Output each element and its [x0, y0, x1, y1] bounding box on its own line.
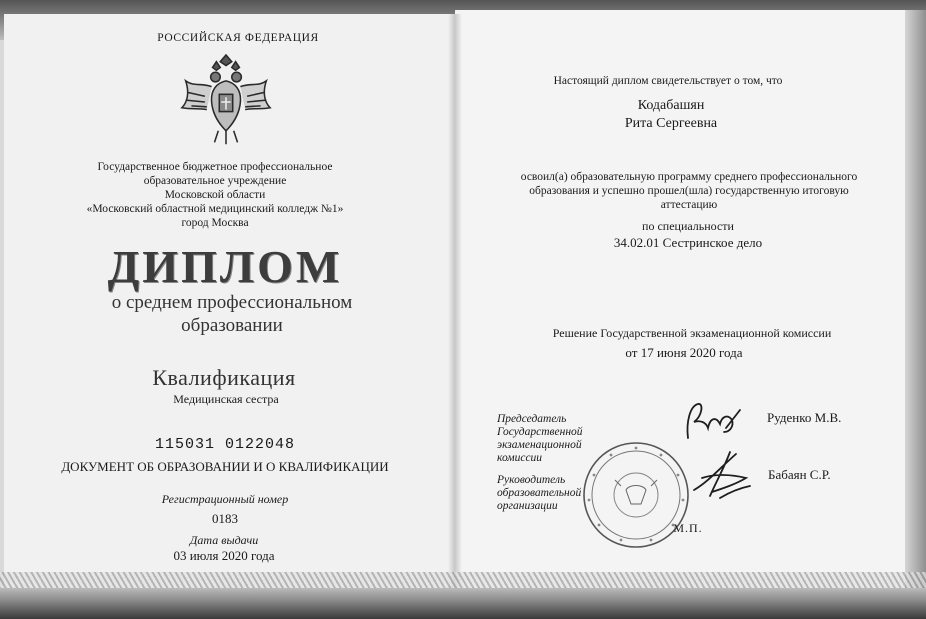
issue-date-value: 03 июля 2020 года — [173, 548, 275, 563]
specialty-label: по специальности — [642, 219, 734, 233]
document-subtitle-line: образовании — [181, 315, 283, 336]
country-name: РОССИЙСКАЯ ФЕДЕРАЦИЯ — [157, 32, 319, 44]
head-role — [497, 474, 647, 513]
certifies-intro: Настоящий диплом свидетельствует о том, что — [553, 75, 783, 87]
document-title: ДИПЛОМ — [107, 241, 343, 292]
head-role-line: Руководитель образовательной — [497, 474, 582, 499]
completion-statement — [504, 170, 874, 212]
russian-coat-of-arms-icon — [178, 54, 274, 150]
head-name: Бабаян С.Р. — [768, 467, 831, 482]
institution-line: Государственное бюджетное профессиональное — [97, 161, 333, 173]
stamp-label: М.П. — [673, 521, 703, 535]
institution-block — [70, 160, 360, 230]
scan-bottom-edge — [0, 588, 926, 619]
specialty-value: 34.02.01 Сестринское дело — [613, 235, 763, 250]
chair-role-line: Председатель — [497, 413, 567, 425]
signature-icon — [690, 448, 752, 500]
document-number: 115031 0122048 — [154, 436, 296, 453]
completion-line: образования и успешно прошел(шла) государственную итоговую — [529, 185, 849, 197]
document-subtitle — [112, 291, 353, 337]
decision-label: Решение Государственной экзаменационной комиссии — [552, 326, 832, 340]
scan-right-edge — [905, 10, 926, 592]
institution-line: «Московский областной медицинский колледж №1» — [86, 203, 344, 215]
issue-date-label: Дата выдачи — [189, 533, 259, 547]
qualification-heading: Квалификация — [152, 365, 296, 390]
decision-date: от 17 июня 2020 года — [625, 345, 743, 360]
chair-role-line: экзаменационной комиссии — [497, 439, 582, 464]
graduate-given-names: Рита Сергеевна — [624, 116, 718, 131]
document-type: ДОКУМЕНТ ОБ ОБРАЗОВАНИИ И О КВАЛИФИКАЦИИ — [61, 459, 389, 474]
institution-line: Московской области — [164, 189, 266, 201]
completion-line: аттестацию — [660, 199, 718, 211]
qualification-value: Медицинская сестра — [173, 392, 279, 406]
chair-name: Руденко М.В. — [767, 410, 842, 425]
document-subtitle-line: о среднем профессиональном — [111, 292, 353, 313]
page-fold — [448, 14, 462, 592]
registration-value: 0183 — [212, 511, 238, 526]
signature-icon — [680, 398, 742, 446]
registration-label: Регистрационный номер — [161, 492, 289, 506]
graduate-surname: Кодабашян — [637, 98, 705, 113]
completion-line: освоил(а) образовательную программу среднего профессионального — [520, 171, 858, 183]
institution-line: город Москва — [181, 217, 249, 229]
head-role-line: организации — [497, 500, 558, 512]
chair-role-line: Государственной — [497, 426, 583, 438]
chair-role — [497, 413, 612, 465]
institution-line: образовательное учреждение — [143, 175, 287, 187]
